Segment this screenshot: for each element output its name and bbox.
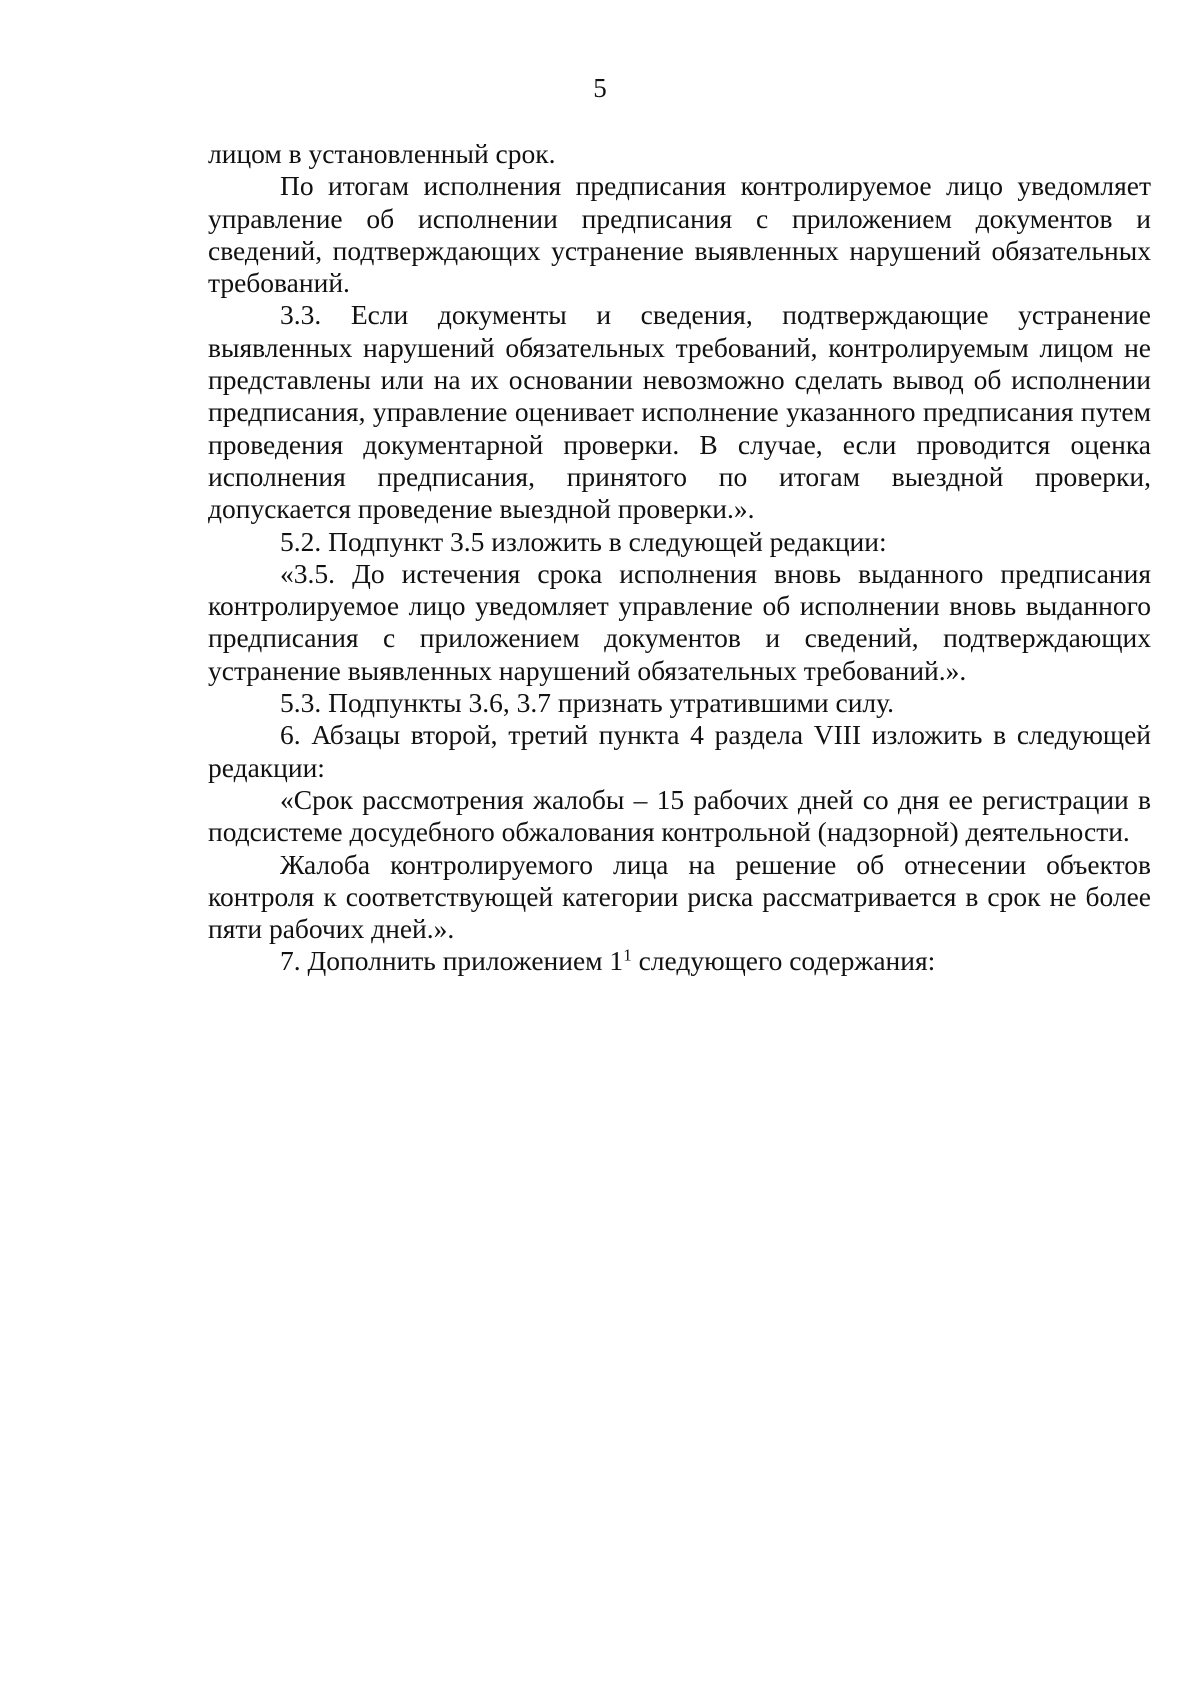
paragraph: 3.3. Если документы и сведения, подтверждающие устранение выявленных нарушений обязательных требований, контролируемым лицом не представлены или на их основании невозможно сделать вывод об исполнении предписания, управление оценивает исполнение указанного предписания путем проведения документарной проверки. В случае, если проводится оценка исполнения предписания, принятого по итогам выездной проверки, допускается проведение выездной проверки.». bbox=[208, 299, 1151, 525]
paragraph: Жалоба контролируемого лица на решение об отнесении объектов контроля к соответствующей категории риска рассматривается в срок не более пяти рабочих дней.». bbox=[208, 848, 1151, 945]
paragraph: 6. Абзацы второй, третий пункта 4 раздела VIII изложить в следующей редакции: bbox=[208, 719, 1151, 783]
paragraph: «Срок рассмотрения жалобы – 15 рабочих дней со дня ее регистрации в подсистеме досудебного обжалования контрольной (надзорной) деятельности. bbox=[208, 783, 1151, 848]
page-number: 5 bbox=[593, 73, 607, 103]
paragraph: «3.5. До истечения срока исполнения вновь выданного предписания контролируемое лицо уведомляет управление об исполнении вновь выданного предписания с приложением документов и сведений, подтверждающих устранение выявленных нарушений обязательных требований.». bbox=[208, 557, 1151, 686]
paragraph: По итогам исполнения предписания контролируемое лицо уведомляет управление об исполнении предписания с приложением документов и сведений, подтверждающих устранение выявленных нарушений обязательных требований. bbox=[208, 170, 1151, 299]
paragraph: 5.2. Подпункт 3.5 изложить в следующей редакции: bbox=[280, 525, 887, 557]
paragraph: 5.3. Подпункты 3.6, 3.7 признать утратившими силу. bbox=[280, 687, 895, 719]
paragraph-last bbox=[208, 945, 1151, 977]
paragraph-last-tail: следующего содержания: bbox=[631, 945, 936, 977]
paragraph: лицом в установленный срок. bbox=[208, 138, 556, 169]
superscript: 1 bbox=[623, 946, 632, 966]
paragraph-last-text: 7. Дополнить приложением 1 bbox=[280, 945, 624, 977]
document-body bbox=[208, 138, 1151, 978]
